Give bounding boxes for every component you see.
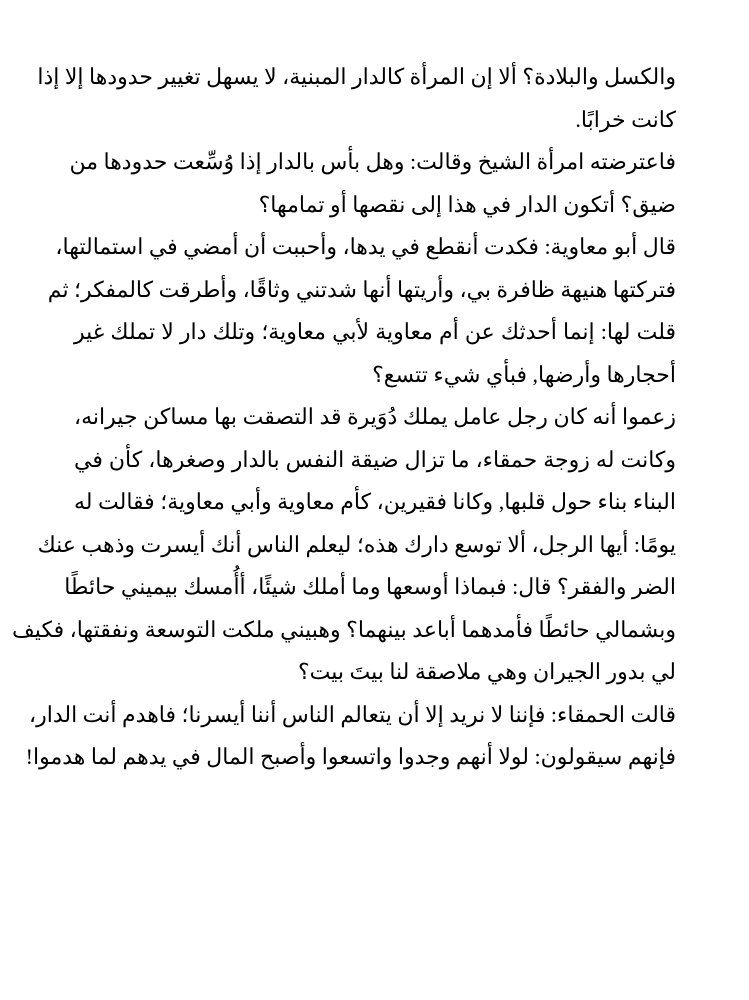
document-page: [12, 56, 676, 779]
text-line: يومًا: أيها الرجل، ألا توسع دارك هذه؛ ليعلم الناس أنك أيسرت وذهب عنك: [37, 531, 676, 557]
text-line: وكانت له زوجة حمقاء، ما تزال ضيقة النفس بالدار وصغرها، كأن في: [74, 446, 676, 472]
text-line: فاعترضته امرأة الشيخ وقالت: وهل بأس بالدار إذا وُسِّعت حدودها من: [69, 149, 676, 174]
text-line: أحجارها وأرضها, فبأي شيء تتسع؟: [372, 361, 676, 387]
text-line: قال أبو معاوية: فكدت أنقطع في يدها، وأحببت أن أمضي في استمالتها،: [55, 234, 676, 259]
text-line: لي بدور الجيران وهي ملاصقة لنا بيتَ بيت؟: [297, 659, 676, 684]
text-line: ضيق؟ أتكون الدار في هذا إلى نقصها أو تمامها؟: [258, 191, 676, 217]
text-line: قلت لها: إنما أحدثك عن أم معاوية لأبي معاوية؛ وتلك دار لا تملك غير: [74, 319, 676, 344]
text-line: فإنهم سيقولون: لولا أنهم وجدوا واتسعوا وأصبح المال في يدهم لما هدموا!: [25, 744, 676, 769]
text-line: وبشمالي حائطًا فأمدهما أباعد بينهما؟ وهبيني ملكت التوسعة ونفقتها، فكيف: [12, 616, 676, 642]
text-line: قالت الحمقاء: فإننا لا نريد إلا أن يتعالم الناس أننا أيسرنا؛ فاهدم أنت الدار،: [28, 701, 676, 727]
text-line: البناء بناء حول قلبها, وكانا فقيرين، كأم معاوية وأبي معاوية؛ فقالت له: [74, 489, 676, 514]
text-line: الضر والفقر؟ قال: فبماذا أوسعها وما أملك شيئًا، أأُمسك بيميني حائطًا: [64, 574, 676, 599]
text-line: كانت خرابًا.: [575, 106, 676, 132]
text-line: زعموا أنه كان رجل عامل يملك دُوَيرة قد التصقت بها مساكن جيرانه،: [74, 404, 676, 429]
text-line: فتركتها هنيهة ظافرة بي، وأريتها أنها شدتني وثاقًا، وأطرقت كالمفكر؛ ثم: [47, 276, 676, 302]
text-line: والكسل والبلادة؟ ألا إن المرأة كالدار المبنية، لا يسهل تغيير حدودها إلا إذا: [37, 64, 676, 89]
